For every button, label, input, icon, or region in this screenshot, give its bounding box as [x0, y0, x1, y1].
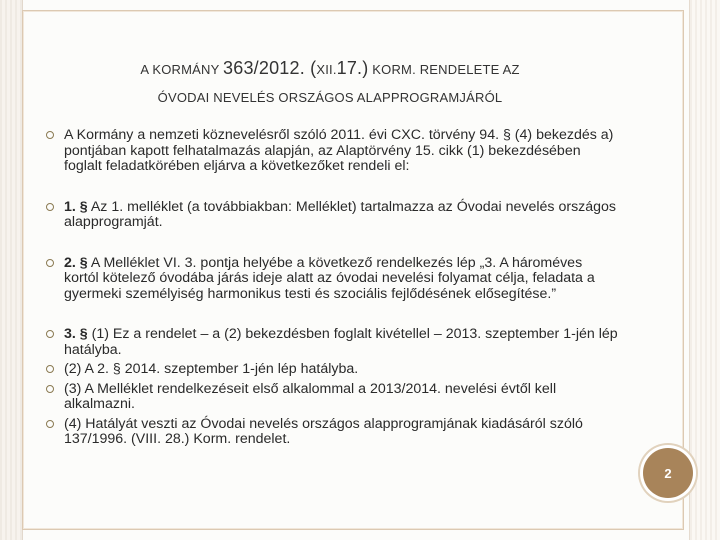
bullet-item — [44, 200, 619, 231]
bullet-item — [44, 382, 619, 413]
bullet-text: A Melléklet VI. 3. pontja helyébe a következő rendelkezés lép „3. A hároméves kortól kötelező óvodába járás ideje alatt az óvodai nevelési folyamat célja, feladata a gyermeki személyiség harmonikus testi és szociális fejlődésének elősegítése.” — [64, 254, 595, 302]
slide-title-line-1 — [40, 58, 620, 79]
bullet-text: (4) Hatályát veszti az Óvodai nevelés országos alapprogramjának kiadásáról szóló 137/1996. (VIII. 28.) Korm. rendelet. — [64, 415, 583, 447]
title-part-c: XII. — [316, 62, 337, 77]
bullet-marker-icon — [46, 385, 54, 393]
page-number-badge: 2 — [643, 448, 693, 498]
bullet-prefix: 3. § — [64, 326, 88, 342]
bullet-marker-icon — [46, 420, 54, 428]
title-part-e: KORM. RENDELETE AZ — [372, 62, 520, 77]
slide-title-line-2: ÓVODAI NEVELÉS ORSZÁGOS ALAPPROGRAMJÁRÓL — [157, 90, 503, 105]
title-part-a: A KORMÁNY — [140, 62, 220, 77]
bullet-marker-icon — [46, 131, 54, 139]
bullet-item — [44, 362, 619, 378]
bullet-text: Az 1. melléklet (a továbbiakban: Melléklet) tartalmazza az Óvodai nevelés országos alapprogramját. — [64, 198, 617, 230]
bullet-text: (3) A Melléklet rendelkezéseit első alkalommal a 2013/2014. nevelési évtől kell alkalmazni. — [64, 380, 557, 412]
bullet-text: A Kormány a nemzeti köznevelésről szóló 2011. évi CXC. törvény 94. § (4) bekezdés a) pontjában kapott felhatalmazás alapján, az Alaptörvény 15. cikk (1) bekezdésében foglalt feladatkörében eljárva a következőket rendeli el: — [64, 127, 614, 174]
bullet-item — [44, 417, 619, 448]
title-part-d: 17.) — [336, 58, 369, 78]
bullet-item — [44, 256, 619, 303]
bullet-text: (2) A 2. § 2014. szeptember 1-jén lép hatályba. — [64, 361, 359, 377]
bullet-prefix: 1. § — [64, 198, 88, 215]
bullet-item — [44, 128, 619, 175]
bullet-item — [44, 327, 619, 358]
bullet-marker-icon — [46, 203, 54, 211]
title-part-b: 363/2012. ( — [223, 58, 317, 78]
bullet-text: (1) Ez a rendelet – a (2) bekezdésben foglalt kivétellel – 2013. szeptember 1-jén lép hatályba. — [64, 326, 618, 358]
right-decorative-border — [689, 0, 720, 540]
bullet-marker-icon — [46, 365, 54, 373]
bullet-marker-icon — [46, 330, 54, 338]
bullet-marker-icon — [46, 259, 54, 267]
left-decorative-border — [0, 0, 23, 540]
bullet-prefix: 2. § — [64, 254, 88, 271]
bullet-list — [44, 128, 619, 448]
